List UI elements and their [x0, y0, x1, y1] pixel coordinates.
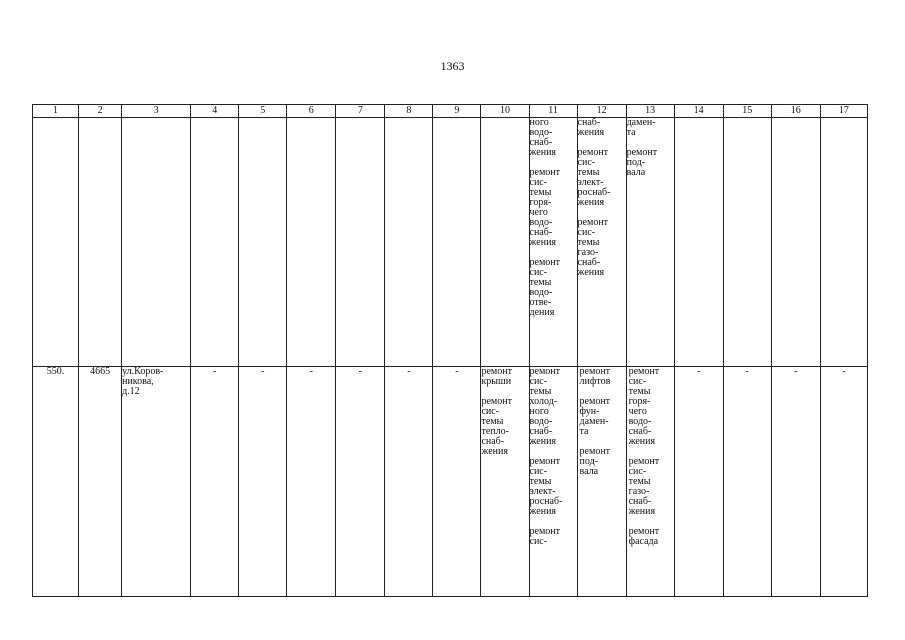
work-item: ремонт сис- темы элект- роснаб- жения — [577, 147, 611, 208]
column-number: 2 — [79, 105, 122, 118]
table-cell — [820, 118, 867, 367]
column-number: 17 — [820, 105, 867, 118]
table-cell — [723, 118, 771, 367]
work-item: снаб- жения — [577, 117, 605, 138]
empty-value-dash: - — [820, 367, 867, 597]
empty-value-dash: - — [287, 367, 336, 597]
table-cell-works-col13 — [626, 367, 674, 597]
registry-number: 4665 — [79, 367, 122, 597]
empty-value-dash: - — [239, 367, 287, 597]
address-cell: ул.Коров- никова, д.12 — [122, 367, 191, 597]
table-cell — [239, 118, 287, 367]
column-number: 16 — [771, 105, 820, 118]
work-item: дамен- та — [626, 117, 656, 138]
column-number: 8 — [385, 105, 433, 118]
empty-value-dash: - — [385, 367, 433, 597]
table-cell-works-col13 — [626, 118, 674, 367]
work-item: ремонт сис- темы газо- снаб- жения — [577, 217, 609, 278]
column-number-row — [33, 105, 868, 118]
work-item: ремонт под- вала — [579, 446, 611, 477]
work-item: ремонт сис- темы горя- чего водо- снаб- жения — [529, 167, 560, 248]
work-item: ремонт сис- темы тепло- снаб- жения — [481, 396, 512, 457]
empty-value-dash: - — [433, 367, 481, 597]
empty-value-dash: - — [723, 367, 771, 597]
work-item: ремонт крыши — [481, 366, 512, 387]
empty-value-dash: - — [191, 367, 239, 597]
column-number: 7 — [336, 105, 385, 118]
work-item: ремонт сис- темы газо- снаб- жения — [628, 456, 660, 517]
table-cell-works-col12 — [577, 367, 626, 597]
table-cell — [433, 118, 481, 367]
table-cell — [287, 118, 336, 367]
work-item: ремонт лифтов — [579, 366, 611, 387]
table-cell-works-col11 — [529, 367, 577, 597]
work-item: ремонт сис- темы горя- чего водо- снаб- жения — [628, 366, 660, 447]
table-row-continuation — [33, 118, 868, 367]
column-number: 9 — [433, 105, 481, 118]
work-item: ремонт сис- темы холод- ного водо- снаб- жения — [529, 366, 560, 447]
row-number: 550. — [33, 367, 79, 597]
empty-value-dash: - — [336, 367, 385, 597]
table-cell-works-col11 — [529, 118, 577, 367]
work-item: ремонт сис- — [529, 526, 560, 547]
column-number: 10 — [481, 105, 529, 118]
table-cell — [674, 118, 723, 367]
table-cell — [33, 118, 79, 367]
column-number: 5 — [239, 105, 287, 118]
table-cell — [385, 118, 433, 367]
column-number: 13 — [626, 105, 674, 118]
table-cell — [336, 118, 385, 367]
capital-repair-table — [32, 104, 868, 597]
empty-value-dash: - — [674, 367, 723, 597]
work-item: ремонт под- вала — [626, 147, 658, 178]
page-number: 1363 — [440, 59, 465, 73]
column-number: 14 — [674, 105, 723, 118]
column-number: 4 — [191, 105, 239, 118]
table-cell-works-col12 — [577, 118, 626, 367]
column-number: 15 — [723, 105, 771, 118]
table-cell — [79, 118, 122, 367]
table-cell — [122, 118, 191, 367]
work-item: ремонт сис- темы водо- отве- дения — [529, 257, 560, 318]
work-item: ремонт фун- дамен- та — [579, 396, 611, 437]
column-number: 11 — [529, 105, 577, 118]
column-number: 1 — [33, 105, 79, 118]
column-number: 12 — [577, 105, 626, 118]
table-cell — [481, 118, 529, 367]
table-cell — [191, 118, 239, 367]
work-item: ремонт фасада — [628, 526, 660, 547]
work-item: ного водо- снаб- жения — [529, 117, 557, 158]
table-row-550 — [33, 367, 868, 597]
column-number: 3 — [122, 105, 191, 118]
table-cell — [771, 118, 820, 367]
table-cell-works-col10 — [481, 367, 529, 597]
column-number: 6 — [287, 105, 336, 118]
empty-value-dash: - — [771, 367, 820, 597]
work-item: ремонт сис- темы элект- роснаб- жения — [529, 456, 563, 517]
